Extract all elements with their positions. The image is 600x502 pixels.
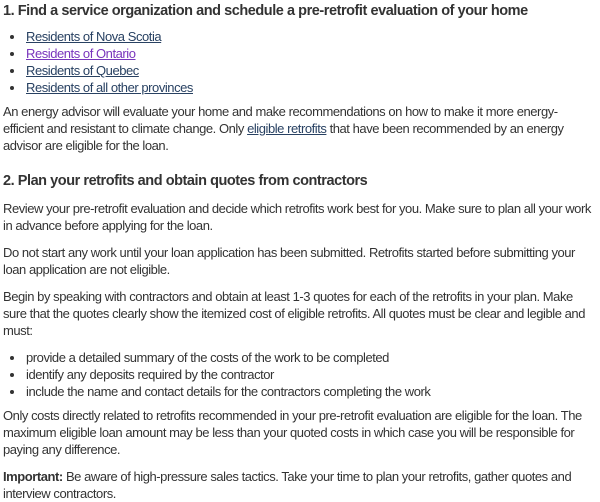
paragraph-text: An energy advisor will evaluate your home and make recommendations on how to make it more energy-efficient and resistant to climate change. Only [3, 104, 558, 136]
step-2-heading: 2. Plan your retrofits and obtain quotes from contractors [3, 173, 368, 189]
begin-speaking-paragraph: Begin by speaking with contractors and obtain at least 1-3 quotes for each of the retrofits in your plan. Make sure that the quotes clearly show the itemized cost of eligible retrofits. All quotes must be clear and legible and must: [3, 289, 585, 338]
list-item [25, 45, 592, 62]
eligible-retrofits-link[interactable]: eligible retrofits [247, 121, 327, 136]
link-residents-ontario[interactable]: Residents of Ontario [26, 46, 136, 61]
list-item [25, 28, 592, 45]
review-evaluation-paragraph: Review your pre-retrofit evaluation and decide which retrofits work best for you. Make sure to plan all your work in advance before applying for the loan. [3, 201, 591, 233]
eligible-costs-paragraph: Only costs directly related to retrofits recommended in your pre-retrofit evaluation are eligible for the loan. The maximum eligible loan amount may be less than your quoted costs in which case you will be responsible for paying any difference. [3, 408, 582, 457]
energy-advisor-paragraph [3, 103, 592, 154]
list-item: • provide a detailed summary of the costs of the work to be completed [25, 349, 592, 366]
section-step-2 [3, 172, 592, 502]
list-item: • identify any deposits required by the contractor [25, 366, 592, 383]
important-text: Be aware of high-pressure sales tactics. Take your time to plan your retrofits, gather quotes and interview contractors. [3, 469, 572, 501]
step-1-heading: 1. Find a service organization and schedule a pre-retrofit evaluation of your home [3, 3, 528, 19]
important-label: Important: [3, 469, 63, 484]
do-not-start-paragraph: Do not start any work until your loan application has been submitted. Retrofits started before submitting your loan application are not eligible. [3, 245, 575, 277]
list-item: • include the name and contact details for the contractors completing the work [25, 383, 592, 400]
paragraph-text: that have been recommended by an energy advisor are eligible for the loan. [3, 121, 564, 153]
section-step-1 [3, 2, 592, 154]
list-item [25, 79, 592, 96]
important-paragraph [3, 468, 592, 502]
link-residents-nova-scotia[interactable]: Residents of Nova Scotia [26, 29, 162, 44]
quote-requirements-list [3, 349, 592, 400]
province-links-list [3, 28, 592, 96]
link-residents-other-provinces[interactable]: Residents of all other provinces [26, 80, 193, 95]
list-item [25, 62, 592, 79]
link-residents-quebec[interactable]: Residents of Quebec [26, 63, 139, 78]
